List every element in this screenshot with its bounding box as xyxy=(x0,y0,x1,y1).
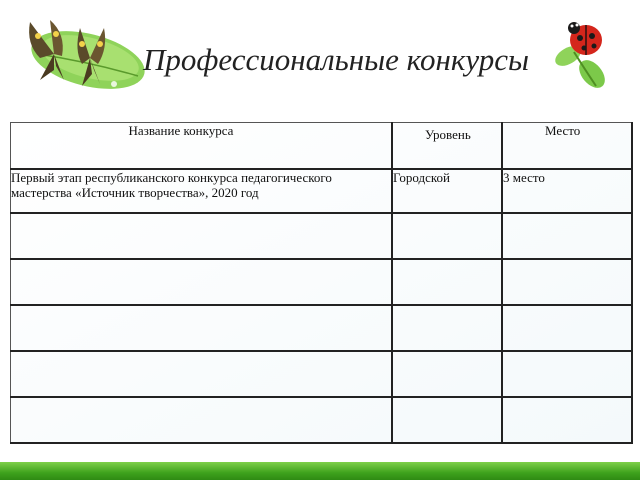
table-row xyxy=(11,259,633,305)
table-cell xyxy=(502,259,632,305)
table-cell xyxy=(392,213,502,259)
page-title: Профессиональные конкурсы xyxy=(143,42,529,77)
table-cell xyxy=(392,397,502,443)
table-cell xyxy=(392,351,502,397)
table-cell xyxy=(502,397,632,443)
table-cell xyxy=(392,169,502,213)
header-cell xyxy=(11,123,393,169)
table-cell xyxy=(502,169,632,213)
table-cell xyxy=(392,305,502,351)
header-cell xyxy=(392,123,502,169)
table-row xyxy=(11,213,633,259)
table-cell xyxy=(392,259,502,305)
ladybug-on-leaf-icon xyxy=(544,12,614,92)
table-cell xyxy=(502,213,632,259)
table-cell xyxy=(11,169,393,213)
header-cell xyxy=(502,123,632,169)
bottom-green-bar xyxy=(0,462,640,480)
header-place: Место xyxy=(545,123,581,138)
table-cell xyxy=(11,305,393,351)
table-cell xyxy=(11,397,393,443)
header-level: Уровень xyxy=(425,127,471,142)
table-row xyxy=(11,397,633,443)
table-row xyxy=(11,351,633,397)
contests-table xyxy=(10,122,633,444)
table-cell xyxy=(11,259,393,305)
table-cell xyxy=(11,213,393,259)
table-cell xyxy=(502,351,632,397)
table-cell xyxy=(502,305,632,351)
table-row xyxy=(11,305,633,351)
contest-name: Первый этап республиканского конкурса педагогического мастерства «Источник творчества», 2020 год xyxy=(11,169,332,200)
butterflies-on-leaf-icon xyxy=(10,14,145,94)
contest-level: Городской xyxy=(393,169,450,185)
contest-place: 3 место xyxy=(503,169,545,185)
header-contest-name: Название конкурса xyxy=(128,123,234,138)
table-cell xyxy=(11,351,393,397)
table-header-row xyxy=(11,123,633,169)
table-row xyxy=(11,169,633,213)
